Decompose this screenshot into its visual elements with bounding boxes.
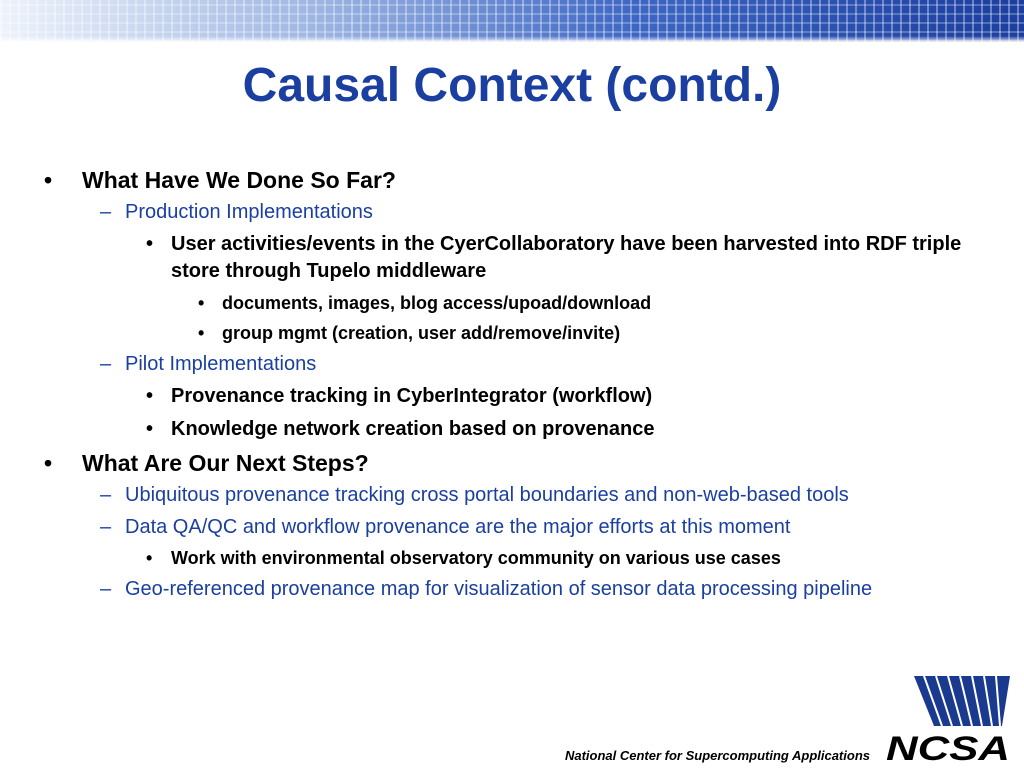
bullet-dot-icon: • (198, 293, 205, 313)
bullet-dot-icon: • (146, 385, 154, 407)
dash-icon: – (100, 516, 112, 538)
ncsa-logo (884, 674, 1012, 764)
bullet-level3: • Knowledge network creation based on provenance (0, 416, 1000, 443)
ncsa-logo-text: NCSA (886, 730, 1010, 764)
bullet-dot-icon: • (198, 323, 205, 343)
footer-text: National Center for Supercomputing Applications (564, 748, 870, 763)
bullet-level2: – Data QA/QC and workflow provenance are the major efforts at this moment (100, 516, 791, 538)
bullet-level3: • User activities/events in the CyerCollaboratory have been harvested into RDF triple store through Tupelo middleware (146, 233, 962, 282)
bullet-level2: – Pilot Implementations (100, 353, 317, 375)
bullet-level4: • group mgmt (creation, user add/remove/invite) (198, 323, 621, 343)
bullet-level1: • What Are Our Next Steps? (44, 450, 369, 476)
bullet-dot-icon: • (146, 418, 154, 440)
dash-icon: – (100, 578, 112, 600)
ncsa-logo-mark (914, 676, 1010, 726)
dash-icon: – (100, 201, 112, 223)
bullet-level2: – Production Implementations (100, 201, 373, 223)
bullet-level1: • What Have We Done So Far? (44, 167, 396, 193)
bullet-dot-icon: • (146, 233, 154, 255)
bullet-dot-icon: • (146, 548, 153, 568)
bullet-level4: • documents, images, blog access/upoad/download (198, 293, 652, 313)
bullet-list (0, 166, 1000, 608)
bullet-level3: • Work with environmental observatory community on various use cases (146, 548, 781, 568)
bullet-level3: • Provenance tracking in CyberIntegrator (workflow) (0, 383, 1000, 410)
bullet-level2: – Geo-referenced provenance map for visualization of sensor data processing pipeline (100, 578, 873, 600)
header-banner (0, 0, 1024, 42)
slide-title: Causal Context (contd.) (242, 59, 782, 112)
bullet-dot-icon: • (44, 450, 53, 476)
dash-icon: – (100, 484, 112, 506)
bullet-dot-icon: • (44, 167, 53, 193)
dash-icon: – (100, 353, 112, 375)
bullet-level2: – Ubiquitous provenance tracking cross portal boundaries and non-web-based tools (100, 484, 849, 506)
